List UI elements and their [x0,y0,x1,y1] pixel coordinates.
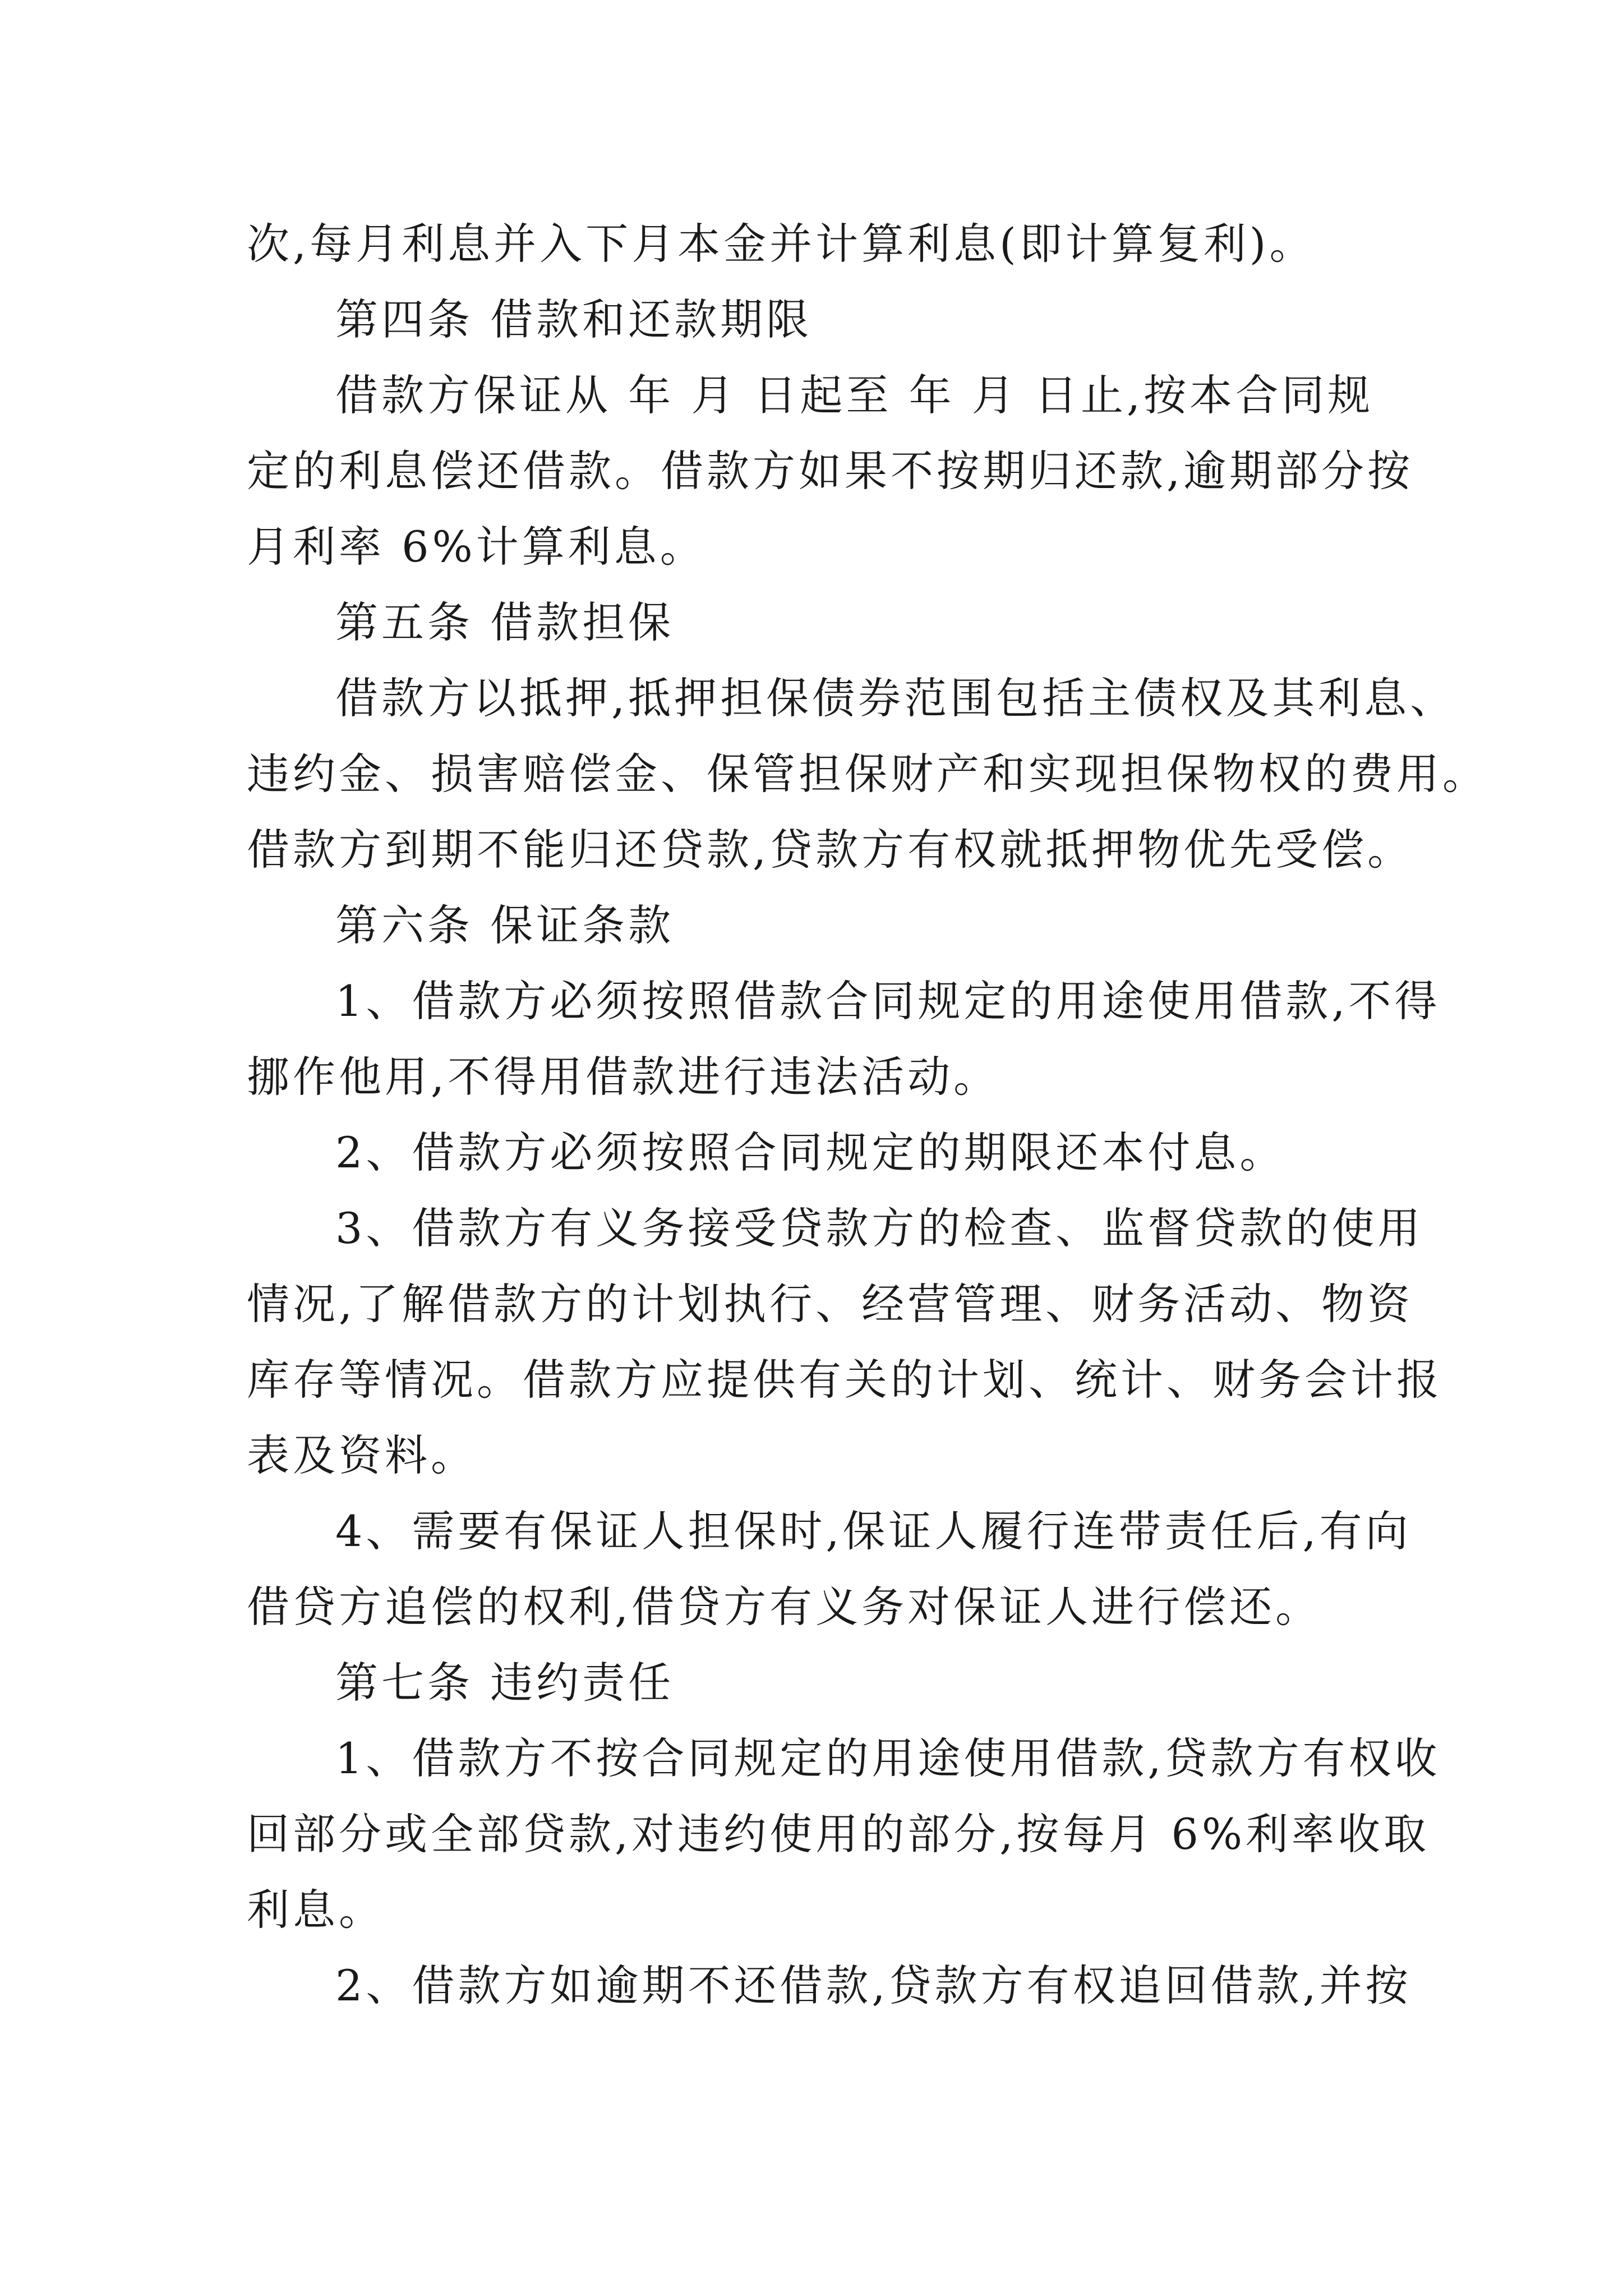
text-line: 回部分或全部贷款,对违约使用的部分,按每月 6%利率收取 [247,1809,1430,1859]
text-line: 挪作他用,不得用借款进行违法活动。 [247,1052,1000,1102]
text-line: 次,每月利息并入下月本金并计算利息(即计算复利)。 [247,219,1316,269]
text-line: 库存等情况。借款方应提供有关的计划、统计、财务会计报 [247,1355,1442,1405]
text-line: 利息。 [247,1885,385,1935]
article-heading: 第七条 违约责任 [335,1658,675,1708]
text-line: 违约金、损害赔偿金、保管担保财产和实现担保物权的费用。 [247,749,1488,799]
text-line: 1、借款方不按合同规定的用途使用借款,贷款方有权收 [335,1733,1441,1783]
text-line: 月利率 6%计算利息。 [247,522,706,572]
text-line: 2、借款方如逾期不还借款,贷款方有权追回借款,并按 [335,1961,1412,2010]
text-line: 3、借款方有义务接受贷款方的检查、监督贷款的使用 [335,1203,1424,1253]
text-line: 借贷方追偿的权利,借贷方有义务对保证人进行偿还。 [247,1582,1322,1632]
text-line: 定的利息偿还借款。借款方如果不按期归还款,逾期部分按 [247,446,1414,496]
article-heading: 第六条 保证条款 [335,900,675,950]
text-line: 1、借款方必须按照借款合同规定的用途使用借款,不得 [335,976,1441,1026]
text-line: 借款方以抵押,抵押担保债券范围包括主债权及其利息、 [335,673,1456,723]
text-line: 4、需要有保证人担保时,保证人履行连带责任后,有向 [335,1506,1412,1556]
article-heading: 第四条 借款和还款期限 [335,295,813,344]
text-line: 借款方到期不能归还贷款,贷款方有权就抵押物优先受偿。 [247,825,1414,875]
text-line: 2、借款方必须按照合同规定的期限还本付息。 [335,1128,1286,1177]
text-line: 借款方保证从 年 月 日起至 年 月 日止,按本合同规 [335,370,1374,420]
text-line: 表及资料。 [247,1430,477,1480]
text-line: 情况,了解借款方的计划执行、经营管理、财务活动、物资 [247,1279,1414,1329]
article-heading: 第五条 借款担保 [335,597,675,647]
